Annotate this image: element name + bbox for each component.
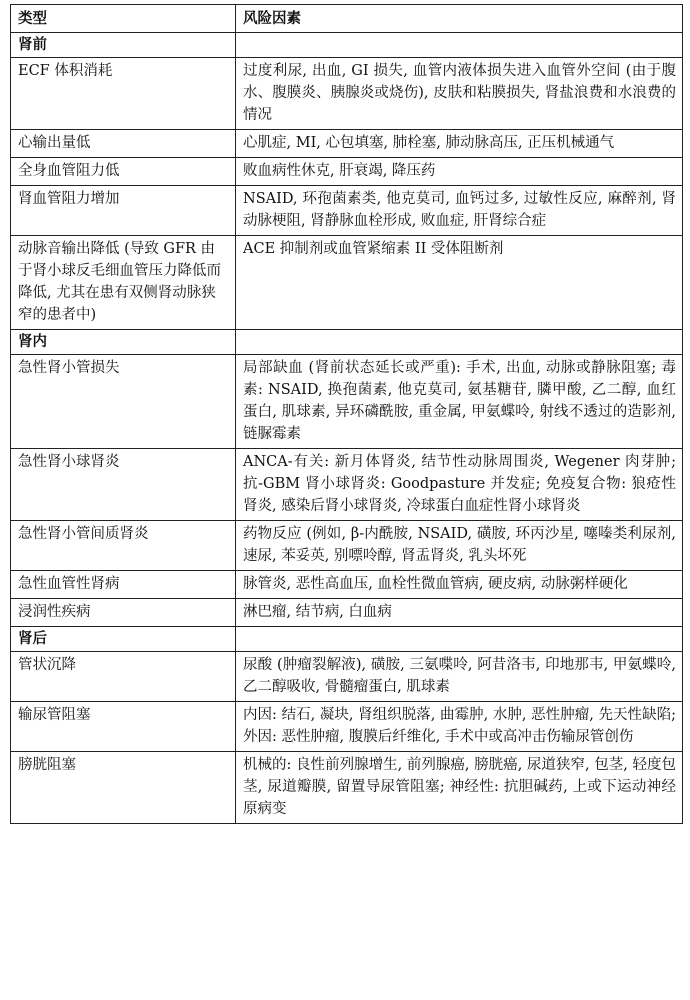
table-row	[11, 58, 683, 130]
table-row	[11, 236, 683, 330]
table-row	[11, 130, 683, 158]
section-title: 肾前	[11, 33, 236, 58]
type-cell: 急性血管性肾病	[11, 571, 236, 599]
type-cell: 管状沉降	[11, 652, 236, 702]
type-cell: 浸润性疾病	[11, 599, 236, 627]
table-row	[11, 571, 683, 599]
section-row	[11, 330, 683, 355]
type-cell: 全身血管阻力低	[11, 158, 236, 186]
type-cell: 急性肾小管间质肾炎	[11, 521, 236, 571]
risk-cell: 局部缺血 (肾前状态延长或严重): 手术, 出血, 动脉或静脉阻塞; 毒素: NSAID, 换孢菌素, 他克莫司, 氨基糖苷, 膦甲酸, 乙二醇, 血红蛋白, 肌球素, 异环磷酰胺, 重金属, 甲氨蝶呤, 射线不透过的造影剂, 链脲霉素	[236, 355, 683, 449]
risk-cell: NSAID, 环孢菌素类, 他克莫司, 血钙过多, 过敏性反应, 麻醉剂, 肾动脉梗阻, 肾静脉血栓形成, 败血症, 肝肾综合症	[236, 186, 683, 236]
type-cell: 膀胱阻塞	[11, 752, 236, 824]
type-cell: 输尿管阻塞	[11, 702, 236, 752]
table-row	[11, 158, 683, 186]
section-empty-cell	[236, 330, 683, 355]
section-row	[11, 33, 683, 58]
table-row	[11, 752, 683, 824]
table-body	[11, 33, 683, 824]
section-title: 肾内	[11, 330, 236, 355]
table-row	[11, 702, 683, 752]
risk-cell: 药物反应 (例如, β-内酰胺, NSAID, 磺胺, 环丙沙星, 噻嗪类利尿剂, 速尿, 苯妥英, 别嘌呤醇, 肾盂肾炎, 乳头坏死	[236, 521, 683, 571]
header-row	[11, 5, 683, 33]
type-cell: 肾血管阻力增加	[11, 186, 236, 236]
section-empty-cell	[236, 33, 683, 58]
risk-cell: 败血病性休克, 肝衰竭, 降压药	[236, 158, 683, 186]
table-row	[11, 186, 683, 236]
type-cell: ECF 体积消耗	[11, 58, 236, 130]
risk-cell: 机械的: 良性前列腺增生, 前列腺癌, 膀胱癌, 尿道狭窄, 包茎, 轻度包茎, 尿道瓣膜, 留置导尿管阻塞; 神经性: 抗胆碱药, 上或下运动神经原病变	[236, 752, 683, 824]
risk-cell: 过度利尿, 出血, GI 损失, 血管内液体损失进入血管外空间 (由于腹水、腹膜炎、胰腺炎或烧伤), 皮肤和粘膜损失, 肾盐浪费和水浪费的情况	[236, 58, 683, 130]
table-row	[11, 521, 683, 571]
header-risk: 风险因素	[236, 5, 683, 33]
type-cell: 急性肾小管损失	[11, 355, 236, 449]
risk-factor-table	[10, 4, 683, 824]
type-cell: 动脉音输出降低 (导致 GFR 由于肾小球反毛细血管压力降低而降低, 尤其在患有双侧肾动脉狭窄的患者中)	[11, 236, 236, 330]
table-row	[11, 449, 683, 521]
risk-cell: 淋巴瘤, 结节病, 白血病	[236, 599, 683, 627]
header-type: 类型	[11, 5, 236, 33]
risk-cell: 尿酸 (肿瘤裂解液), 磺胺, 三氨喋呤, 阿昔洛韦, 印地那韦, 甲氨蝶呤, 乙二醇吸收, 骨髓瘤蛋白, 肌球素	[236, 652, 683, 702]
section-title: 肾后	[11, 627, 236, 652]
risk-cell: 脉管炎, 恶性高血压, 血栓性微血管病, 硬皮病, 动脉粥样硬化	[236, 571, 683, 599]
risk-cell: ANCA-有关: 新月体肾炎, 结节性动脉周围炎, Wegener 肉芽肿; 抗-GBM 肾小球肾炎: Goodpasture 并发症; 免疫复合物: 狼疮性肾炎, 感染后肾小球肾炎, 冷球蛋白血症性肾小球肾炎	[236, 449, 683, 521]
section-row	[11, 627, 683, 652]
risk-cell: ACE 抑制剂或血管紧缩素 II 受体阻断剂	[236, 236, 683, 330]
table-row	[11, 355, 683, 449]
risk-cell: 内因: 结石, 凝块, 肾组织脱落, 曲霉肿, 水肿, 恶性肿瘤, 先天性缺陷; 外因: 恶性肿瘤, 腹膜后纤维化, 手术中或高冲击伤输尿管创伤	[236, 702, 683, 752]
section-empty-cell	[236, 627, 683, 652]
type-cell: 急性肾小球肾炎	[11, 449, 236, 521]
table-row	[11, 599, 683, 627]
risk-cell: 心肌症, MI, 心包填塞, 肺栓塞, 肺动脉高压, 正压机械通气	[236, 130, 683, 158]
type-cell: 心输出量低	[11, 130, 236, 158]
table-row	[11, 652, 683, 702]
